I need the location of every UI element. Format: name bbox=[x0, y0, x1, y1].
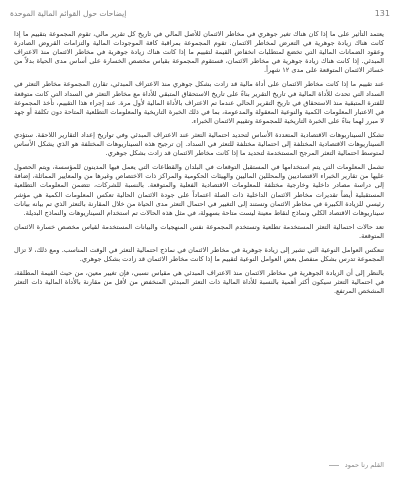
page-header bbox=[10, 6, 390, 20]
paragraph-significant-increase: يعتمد التأثير على ما إذا كان هناك تغير جوهري في مخاطر الائتمان للأصل المالي في تاريخ كل تقرير مالي، تقوم المجموعة بتقييم ما إذا كانت هناك زيادة جوهرية في التعرض لمخاطر الائتمان. تقوم المجموعة بمراقبة كافة الموجودات المالية والتزامات القروض الصادرة وعقود الضمانات المالية التي تخضع لمتطلبات انخفاض القيمة لتقييم ما إذا كانت هناك زيادة جوهرية في مخاطر الائتمان منذ الاعتراف المبدئي. إذا كانت هناك زيادة جوهرية في مخاطر الائتمان، فستقوم المجموعة بقياس مخصص الخسارة على أساس مدى الحياة بدلاً من خسائر الائتمان المتوقعة على مدى ١٢ شهراً. bbox=[14, 30, 384, 75]
footer-label: القلم رنا حمود bbox=[344, 461, 384, 469]
body-text bbox=[14, 30, 384, 449]
footer-divider bbox=[329, 465, 339, 466]
paragraph-relative-measure: بالنظر إلى أن الزيادة الجوهرية في مخاطر الائتمان منذ الاعتراف المبدئي هي مقياس نسبي، فإن تغيير معين، من حيث القيمة المطلقة، في احتمالية التعثر سيكون أكثر أهمية بالنسبة للأداة المالية ذات التعثر المبدئي المنخفض من لأقل من مقارنة بالأداة المالية ذات التعثر المشخص المرتفع. bbox=[14, 269, 384, 296]
paragraph-scenarios: تشكل السيناريوهات الاقتصادية المتعددة الأساس لتحديد احتمالية التعثر عند الاعتراف المبدئي وفي تواريخ إعداد التقارير اللاحقة. ستؤدي السيناريوهات الاقتصادية المختلفة إلى احتمالية مختلفة للتعثر في السداد. إن ترجيح هذه السيناريوهات المختلفة هو الذي يشكل الأساس لمتوسط احتمالية التعثر المرجح المستخدمة لتحديد ما إذا كانت مخاطر الائتمان قد زادت بشكل جوهري. bbox=[14, 130, 384, 158]
page-number: 131 bbox=[374, 8, 390, 18]
paragraph-assessment: عند تقييم ما إذا كانت مخاطر الائتمان على أداة مالية قد زادت بشكل جوهري منذ الاعتراف المبدئي، تقارن المجموعة مخاطر التعثر في السداد التي تحدث للأداة المالية في تاريخ التقرير بناءً على تاريخ الاستحقاق المتبقي للأداة مع مخاطر التعثر في السداد التي كانت متوقعة للفترة المتبقية منذ الاستحقاق في تاريخ التقرير الحالي عندما تم الاعتراف بالأداة المالية لأول مرة. عند إجراء هذا التقييم، تأخذ المجموعة في الاعتبار المعلومات الكمية والنوعية المعقولة والمدعومة، بما في ذلك الخبرة التاريخية والمعلومات التطلعية المتاحة دون تكلفة أو جهد لا مبرر لهما بناءً على الخبرة التاريخية للمجموعة وتقييم الائتمان الخبراء. bbox=[14, 80, 384, 125]
paragraph-forward-looking-info: تشمل المعلومات التي يتم استخدامها في المستقبل التوقعات في البلدان والقطاعات التي يعمل فيها المدينون للمؤسسة، ويتم الحصول عليها من تقارير الخبراء الاقتصاديين والمحللين الماليين والهيئات الحكومية والمراكز ذات الاختصاص وغيرها من والمعايير المماثلة، إضافة إلى دراسة مصادر داخلية وخارجية مختلفة للمعلومات الاقتصادية الفعلية والمتوقعة. بالنسبة للشركات، تتضمن المعلومات التطلعية المستقبلية أيضاً تقديرات مخاطر الائتمان الداخلية ذات الصلة اعتماداً على جودة الائتمان الحالية تعكس المعلومات الكمية هي مؤشر رئيسي للزيادة الكبيرة في مخاطر الائتمان وتستند إلى التغيير في احتمال التعثر مدى الحياة من خلال المقارنة بالتعثر الذي تم بيانه بيانات سيناريوهات الاقتصاد الكلي ونماذج لنقاط معينة ليست متاحة بسهولة، في مثل هذه الحالات تم استخدام السيناريوهات والنماذج البديلة. bbox=[14, 163, 384, 217]
page-footer bbox=[14, 461, 384, 469]
paragraph-probability-default: تعد حالات احتمالية التعثر المستخدمة تطلعية وتستخدم المجموعة نفس المنهجيات والبيانات المستخدمة لقياس مخصص خسارة الائتمان المتوقعة. bbox=[14, 222, 384, 240]
running-title: إيضاحات حول القوائم المالية الموحدة bbox=[10, 8, 127, 18]
paragraph-qualitative-factors: تنعكس العوامل النوعية التي تشير إلى زيادة جوهرية في مخاطر الائتمان في نماذج احتمالية التعثر في الوقت المناسب. ومع ذلك، لا تزال المجموعة تدرس بشكل منفصل بعض العوامل النوعية لتقييم ما إذا كانت مخاطر الائتمان قد زادت بشكل جوهري. bbox=[14, 245, 384, 264]
